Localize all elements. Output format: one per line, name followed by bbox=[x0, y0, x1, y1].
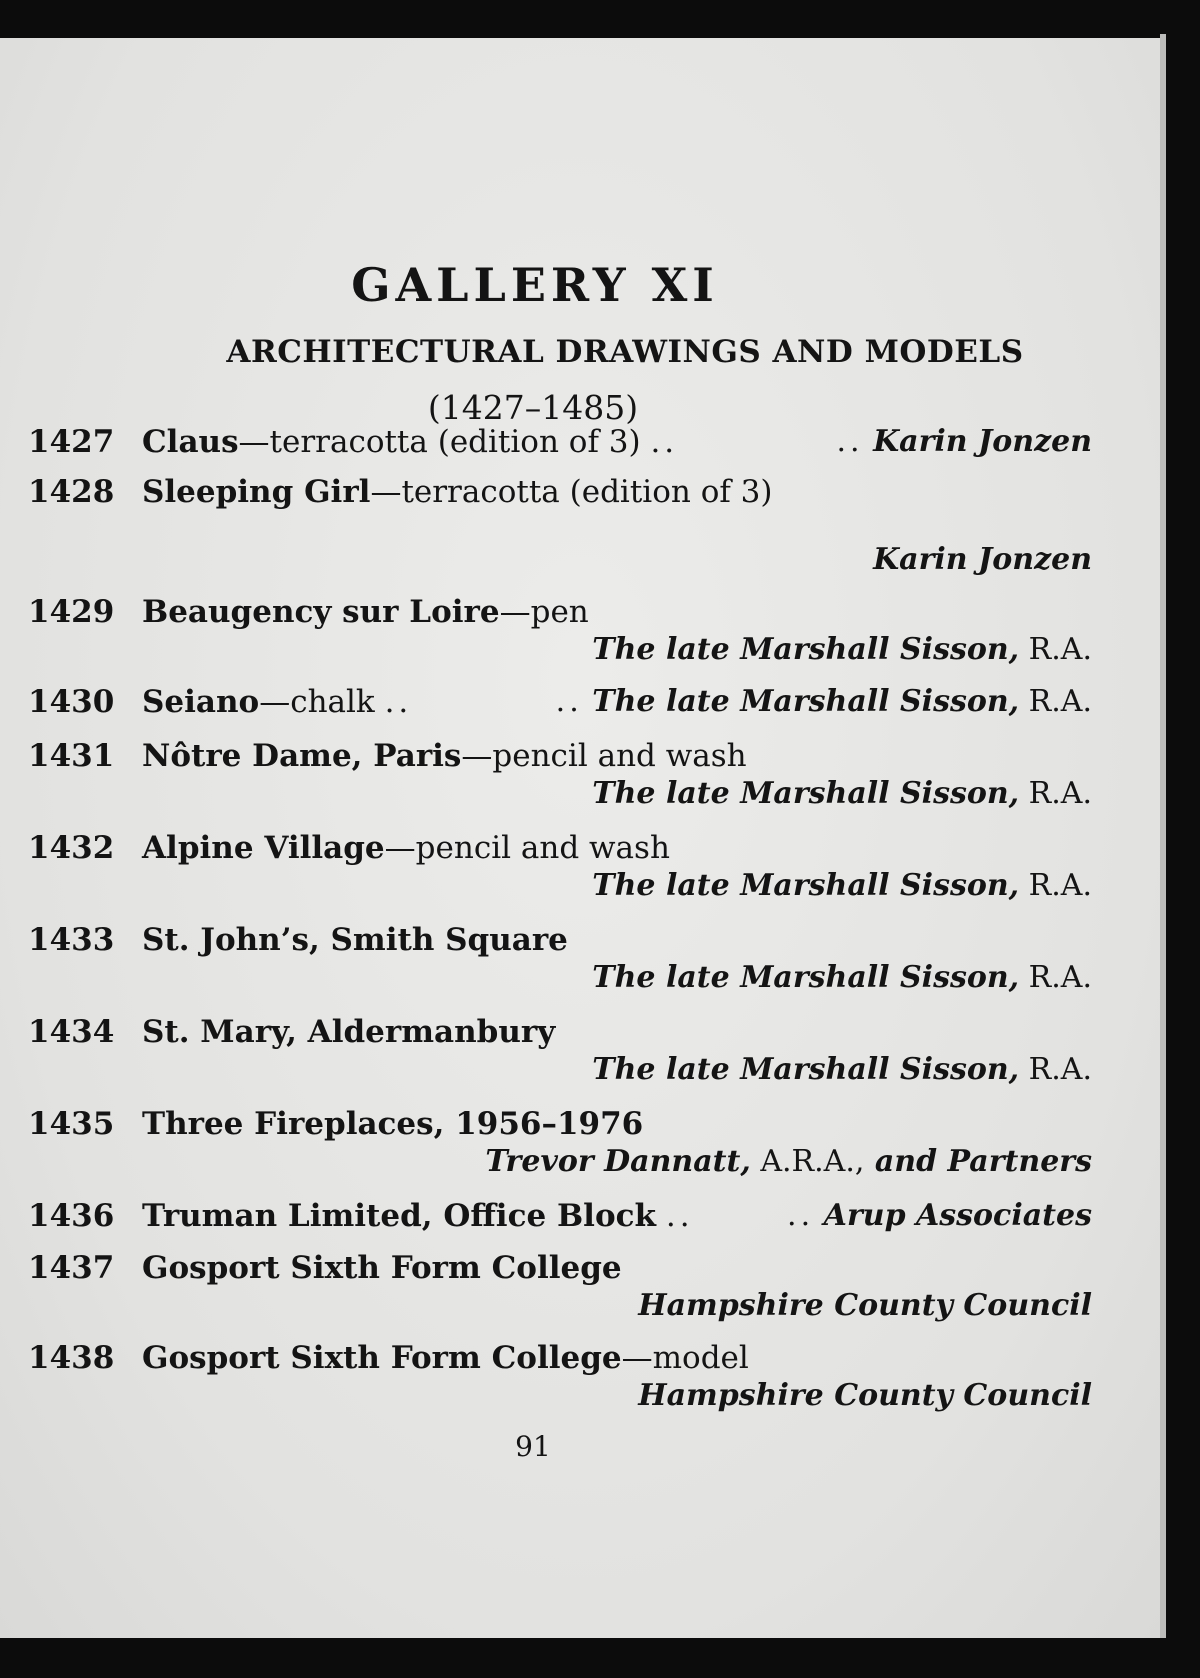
entry-number: 1437 bbox=[28, 1250, 115, 1286]
entry-artist-line bbox=[592, 632, 1092, 667]
entry-artist: The late Marshall Sisson, bbox=[592, 868, 1020, 903]
entry-number: 1429 bbox=[28, 594, 115, 630]
entry-number: 1427 bbox=[28, 424, 115, 460]
entry-title-line bbox=[142, 474, 773, 510]
entry-artist-line bbox=[592, 960, 1092, 995]
entry-artist: The late Marshall Sisson, bbox=[592, 1052, 1020, 1087]
entry-medium: —chalk bbox=[259, 684, 375, 720]
entry-artist: The late Marshall Sisson, bbox=[592, 684, 1020, 719]
leader-dots: .. bbox=[787, 1198, 815, 1233]
entry-title-line bbox=[142, 1340, 749, 1376]
entry-artist-suffix: R.A. bbox=[1019, 776, 1092, 811]
entry-title-line bbox=[142, 830, 670, 866]
entry-title-line bbox=[142, 1014, 555, 1050]
entry-title-line bbox=[142, 424, 678, 460]
gallery-title: GALLERY XI bbox=[351, 258, 719, 312]
leader-dots: .. bbox=[384, 684, 413, 720]
entry-medium: —pen bbox=[499, 594, 589, 630]
entry-artist-line bbox=[638, 1378, 1092, 1413]
entry-medium: —terracotta (edition of 3) bbox=[370, 474, 773, 510]
entry-number: 1438 bbox=[28, 1340, 115, 1376]
entry-number: 1433 bbox=[28, 922, 115, 958]
entry-title: Three Fireplaces, 1956–1976 bbox=[142, 1106, 644, 1142]
section-title: ARCHITECTURAL DRAWINGS AND MODELS bbox=[226, 334, 1024, 370]
entry-artist-suffix: R.A. bbox=[1019, 960, 1092, 995]
entry-artist-tail: and Partners bbox=[864, 1144, 1092, 1179]
entry-artist-line bbox=[485, 1144, 1092, 1179]
leader-dots: .. bbox=[665, 1198, 694, 1234]
entry-artist-suffix: R.A. bbox=[1019, 868, 1092, 903]
entry-title: Gosport Sixth Form College bbox=[142, 1340, 622, 1376]
entry-artist: The late Marshall Sisson, bbox=[592, 776, 1020, 811]
entry-title: Nôtre Dame, Paris bbox=[142, 738, 462, 774]
entry-number: 1432 bbox=[28, 830, 115, 866]
entry-artist-suffix: R.A. bbox=[1019, 684, 1092, 719]
entry-artist-suffix: A.R.A., bbox=[750, 1144, 865, 1179]
entry-artist: Trevor Dannatt, bbox=[485, 1144, 751, 1179]
entry-title-line bbox=[142, 922, 568, 958]
entry-artist: Karin Jonzen bbox=[873, 542, 1092, 577]
entry-title: Gosport Sixth Form College bbox=[142, 1250, 622, 1286]
entry-title-line bbox=[142, 1198, 694, 1234]
entry-artist-line bbox=[787, 1198, 1092, 1233]
leader-dots: .. bbox=[836, 424, 864, 459]
entry-title: Truman Limited, Office Block bbox=[142, 1198, 656, 1234]
entry-number: 1436 bbox=[28, 1198, 115, 1234]
entry-artist-suffix: R.A. bbox=[1019, 1052, 1092, 1087]
entry-title-line bbox=[142, 684, 412, 720]
entry-title: Sleeping Girl bbox=[142, 474, 371, 510]
entry-artist-line bbox=[556, 684, 1092, 719]
entry-medium: —pencil and wash bbox=[461, 738, 747, 774]
entry-title-line bbox=[142, 1106, 643, 1142]
entry-number: 1435 bbox=[28, 1106, 115, 1142]
entry-number: 1431 bbox=[28, 738, 115, 774]
entry-artist-line bbox=[873, 542, 1092, 577]
entry-title: Claus bbox=[142, 424, 239, 460]
entry-number: 1434 bbox=[28, 1014, 115, 1050]
leader-dots: .. bbox=[555, 684, 583, 719]
entry-artist-line bbox=[592, 868, 1092, 903]
entry-title: Seiano bbox=[142, 684, 260, 720]
catalogue-range: (1427–1485) bbox=[427, 388, 639, 427]
entry-number: 1428 bbox=[28, 474, 115, 510]
entry-artist: The late Marshall Sisson, bbox=[592, 632, 1020, 667]
entry-artist-suffix: R.A. bbox=[1019, 632, 1092, 667]
entry-title-line bbox=[142, 594, 589, 630]
entry-artist-line bbox=[592, 776, 1092, 811]
entry-artist-line bbox=[592, 1052, 1092, 1087]
entry-title: Beaugency sur Loire bbox=[142, 594, 500, 630]
entry-medium: —model bbox=[621, 1340, 749, 1376]
entry-title: St. John’s, Smith Square bbox=[142, 922, 568, 958]
entry-artist: Arup Associates bbox=[823, 1198, 1092, 1233]
entry-artist-line bbox=[638, 1288, 1092, 1323]
entry-artist: Hampshire County Council bbox=[638, 1288, 1092, 1323]
entry-title: St. Mary, Aldermanbury bbox=[142, 1014, 556, 1050]
entry-title: Alpine Village bbox=[142, 830, 385, 866]
entry-artist-line bbox=[836, 424, 1092, 459]
entry-artist: The late Marshall Sisson, bbox=[592, 960, 1020, 995]
entry-number: 1430 bbox=[28, 684, 115, 720]
entry-medium: —pencil and wash bbox=[384, 830, 670, 866]
entry-title-line bbox=[142, 738, 747, 774]
entry-artist: Karin Jonzen bbox=[873, 424, 1092, 459]
page-number: 91 bbox=[515, 1430, 551, 1463]
entry-artist: Hampshire County Council bbox=[638, 1378, 1092, 1413]
leader-dots: .. bbox=[650, 424, 679, 460]
page-edge bbox=[1160, 34, 1166, 1638]
entry-medium: —terracotta (edition of 3) bbox=[238, 424, 641, 460]
entry-title-line bbox=[142, 1250, 622, 1286]
